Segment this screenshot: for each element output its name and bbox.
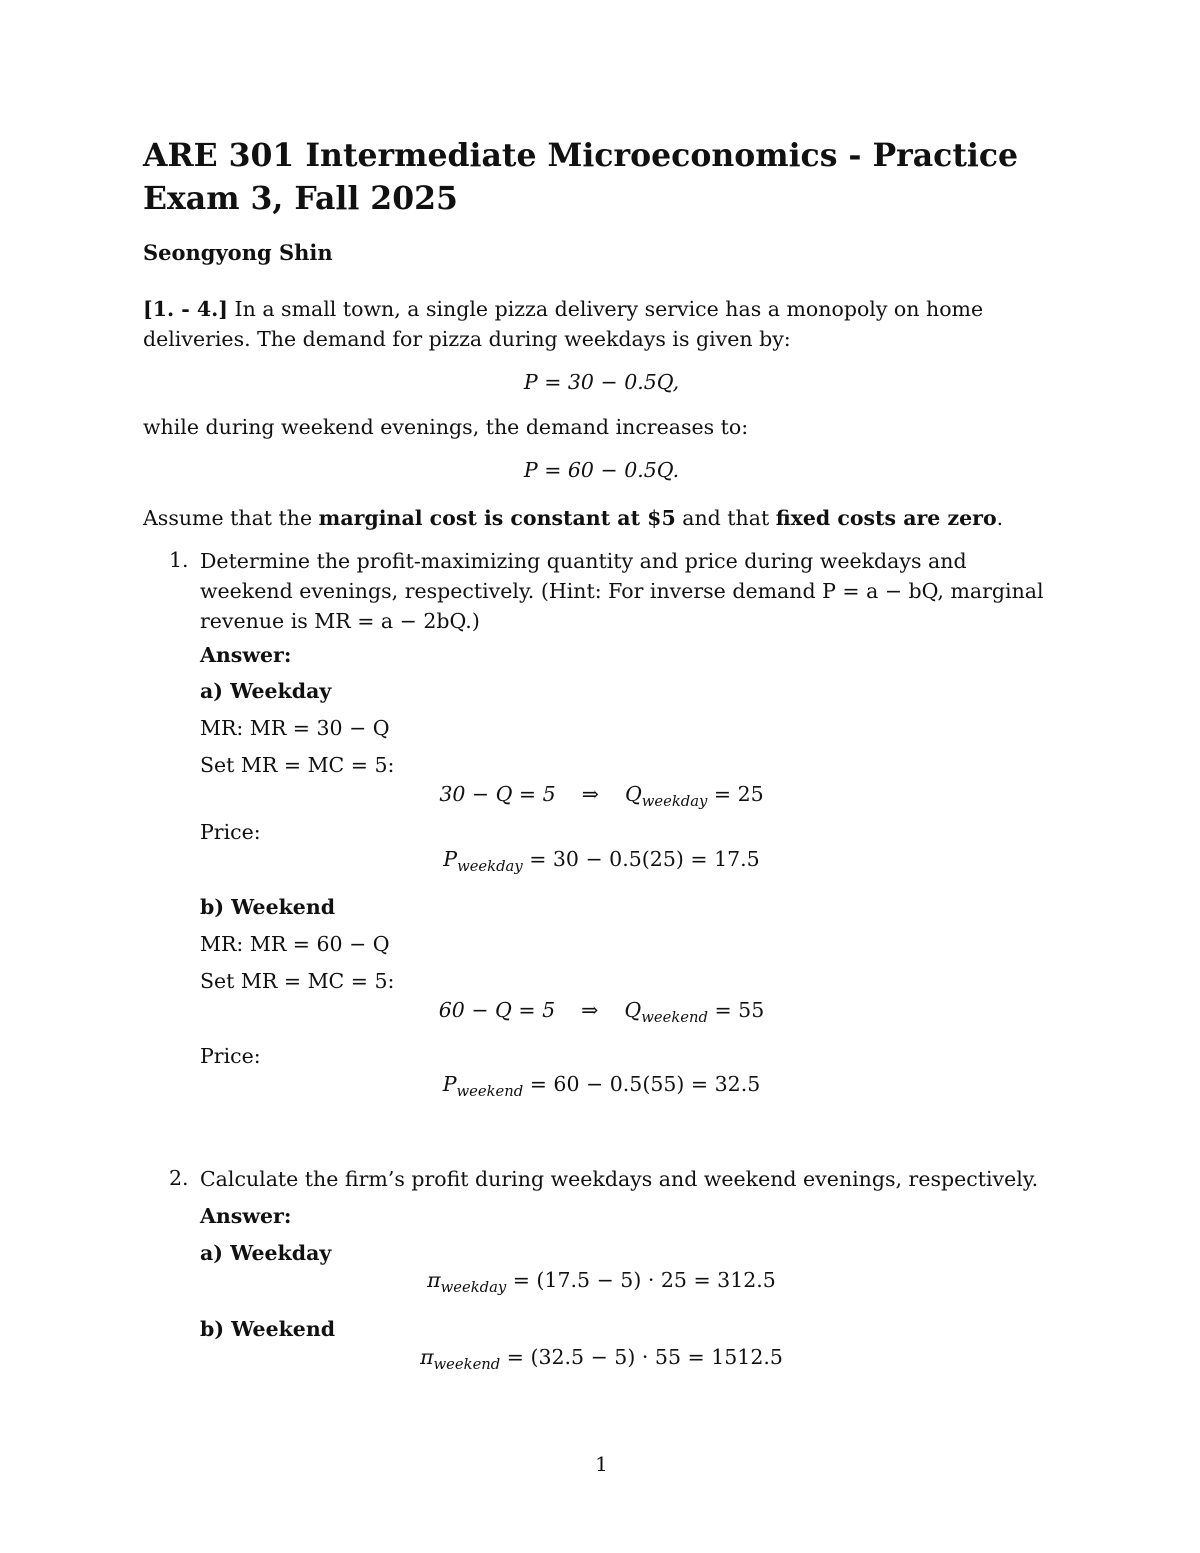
q2-weekday-pi: π — [427, 1268, 441, 1292]
q2-weekend-pi: π — [420, 1345, 434, 1369]
q2-weekend-profit-equation — [143, 1343, 1060, 1376]
question-1-text: Determine the profit-maximizing quantity and price during weekdays and weekend evenings, respectively. (Hint: For inverse demand P = a − bQ, marginal revenue is MR = a − 2bQ.) — [200, 549, 1044, 633]
q1-weekend-set: Set MR = MC = 5: — [200, 969, 395, 993]
q1-weekend-p-end: = 60 − 0.5(55) = 32.5 — [523, 1072, 761, 1096]
q1-weekday-q-end: = 25 — [707, 782, 764, 806]
q1-weekend-p-symbol: P — [442, 1072, 457, 1096]
assumption-post: . — [996, 506, 1004, 530]
q1-answer-label: Answer: — [200, 643, 292, 667]
problem-range-label: [1. - 4.] — [143, 297, 228, 321]
q2-weekend-heading: b) Weekend — [200, 1317, 336, 1341]
author-name: Seongyong Shin — [143, 240, 333, 265]
q2-weekday-pi-sub: weekday — [440, 1279, 507, 1297]
q2-weekday-profit-equation — [143, 1266, 1060, 1299]
q1-weekday-p-symbol: P — [443, 847, 458, 871]
q1-weekend-q-sub: weekend — [641, 1009, 708, 1027]
q1-weekday-set: Set MR = MC = 5: — [200, 753, 395, 777]
q1-weekend-heading: b) Weekend — [200, 895, 336, 919]
assumption-pre: Assume that the — [143, 506, 319, 530]
weekend-demand-text: P = 60 − 0.5Q. — [523, 458, 680, 482]
assumption-fc: fixed costs are zero — [775, 506, 997, 530]
weekday-demand-text: P = 30 − 0.5Q, — [523, 370, 680, 394]
q1-weekday-mr: MR: MR = 30 − Q — [200, 716, 390, 740]
q1-weekend-q-end: = 55 — [707, 998, 765, 1022]
weekday-demand-equation — [143, 368, 1060, 397]
question-2-number: 2. — [169, 1166, 189, 1190]
q1-weekday-q-sub: weekday — [641, 793, 708, 811]
weekend-intro-text: while during weekend evenings, the demand increases to: — [143, 415, 749, 439]
q1-weekend-quantity-equation — [143, 996, 1060, 1029]
assumption-mid: and that — [675, 506, 776, 530]
q2-weekend-pi-sub: weekend — [433, 1356, 501, 1374]
q1-weekend-q-eq: 60 − Q = 5 ⇒ Q — [438, 998, 642, 1022]
q1-weekend-p-sub: weekend — [456, 1083, 524, 1101]
q1-weekend-mr: MR: MR = 60 − Q — [200, 932, 390, 956]
assumption-sentence — [143, 504, 1003, 533]
q1-weekday-heading: a) Weekday — [200, 679, 332, 703]
question-1-number: 1. — [169, 548, 189, 572]
weekend-demand-equation — [143, 456, 1060, 485]
q1-weekday-p-end: = 30 − 0.5(25) = 17.5 — [522, 847, 760, 871]
q1-weekend-price-equation — [143, 1070, 1060, 1103]
intro-paragraph — [143, 294, 1060, 354]
page-number: 1 — [595, 1452, 608, 1476]
q1-weekday-quantity-equation — [143, 780, 1060, 813]
q2-weekday-pi-end: = (17.5 − 5) · 25 = 312.5 — [506, 1268, 776, 1292]
assumption-mc: marginal cost is constant at $5 — [318, 506, 676, 530]
q2-weekend-pi-end: = (32.5 − 5) · 55 = 1512.5 — [500, 1345, 783, 1369]
q1-weekday-p-sub: weekday — [457, 858, 523, 876]
q1-weekday-price-equation — [143, 845, 1060, 878]
q2-weekday-heading: a) Weekday — [200, 1241, 332, 1265]
document-page — [143, 0, 1060, 1553]
intro-text: In a small town, a single pizza delivery service has a monopoly on home deliveries. The demand for pizza during weekdays is given by: — [143, 297, 984, 351]
q1-weekday-q-eq: 30 − Q = 5 ⇒ Q — [439, 782, 642, 806]
q1-weekend-price-label: Price: — [200, 1044, 261, 1068]
q2-answer-label: Answer: — [200, 1204, 292, 1228]
question-2-text: Calculate the firm’s profit during weekdays and weekend evenings, respectively. — [200, 1167, 1039, 1191]
document-title: ARE 301 Intermediate Microeconomics - Practice Exam 3, Fall 2025 — [143, 137, 1019, 217]
q1-weekday-price-label: Price: — [200, 820, 261, 844]
